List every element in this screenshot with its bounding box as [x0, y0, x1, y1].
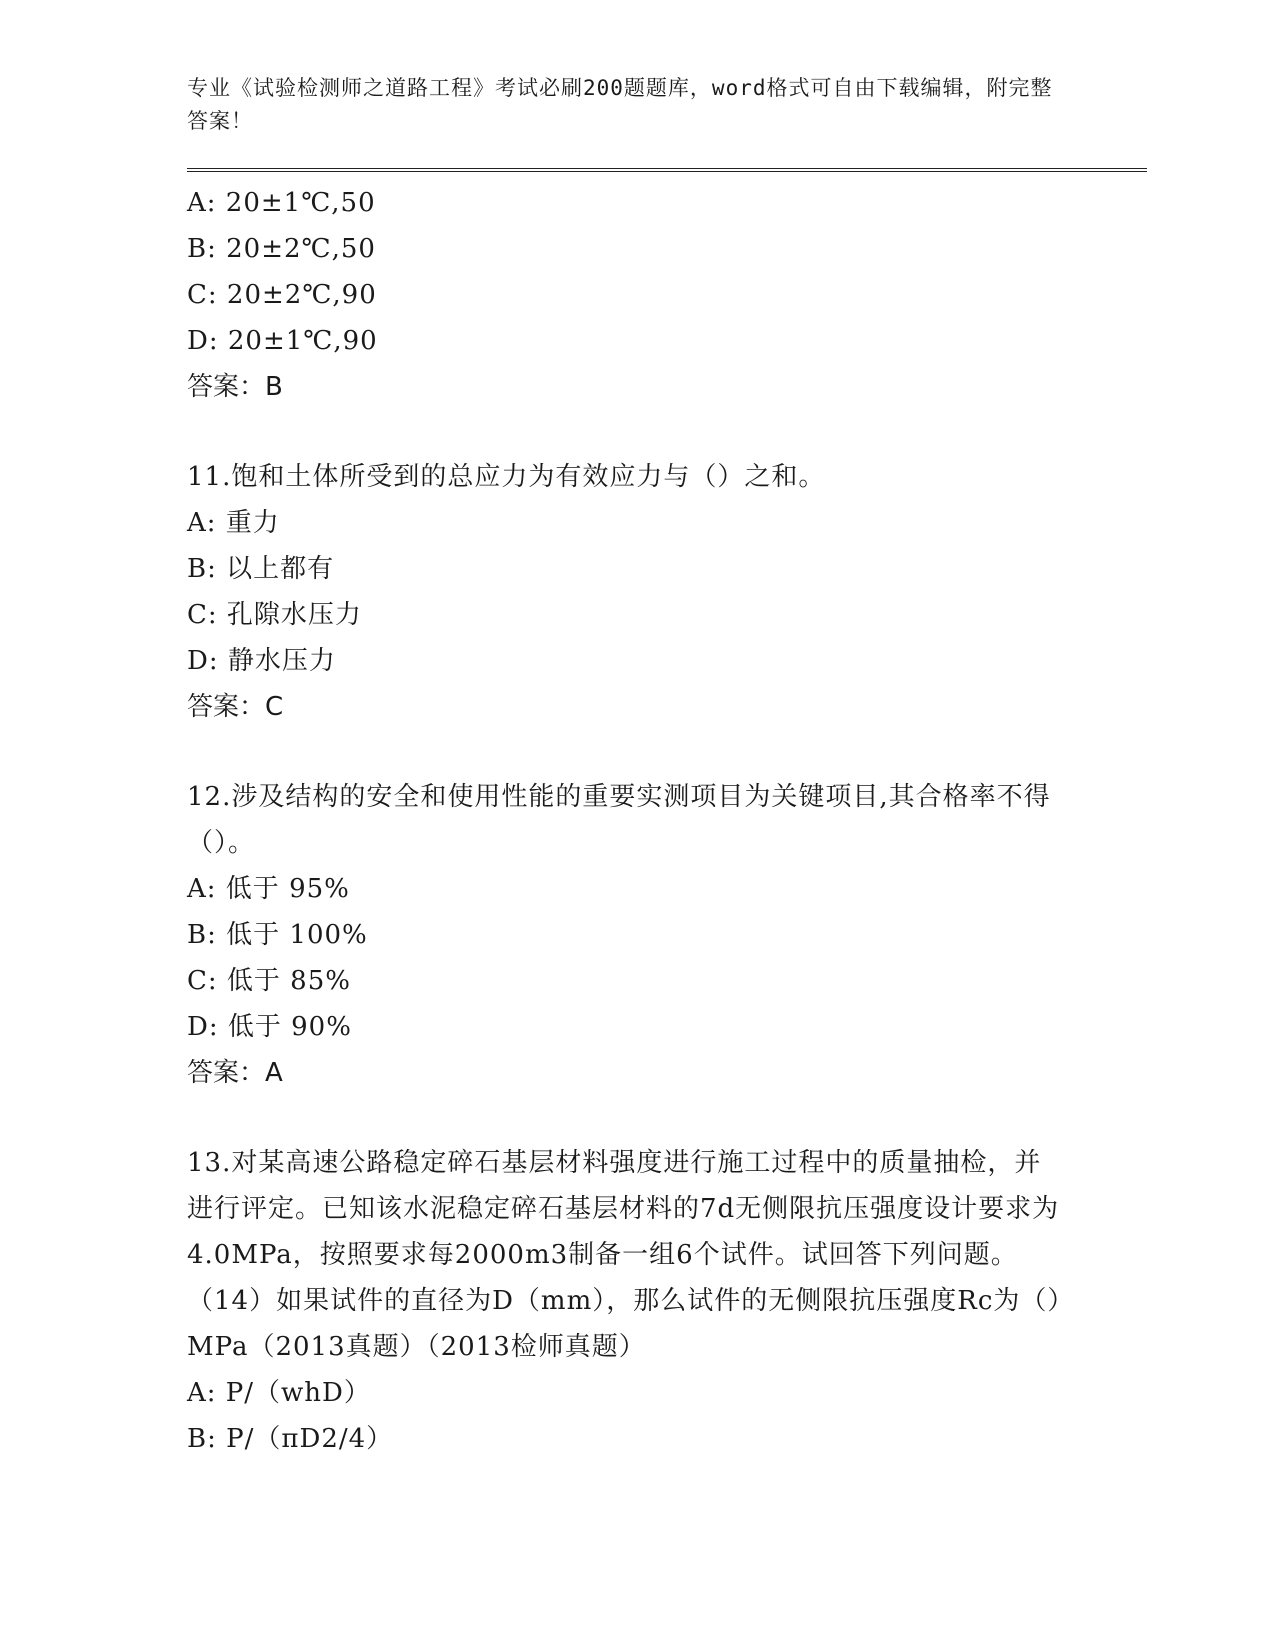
- q13-option-b: B: P/（πD2/4）: [187, 1424, 394, 1454]
- q12-option-d: D: 低于 90%: [187, 1012, 352, 1042]
- q12-option-c: C: 低于 85%: [187, 966, 351, 996]
- q11-option-c: C: 孔隙水压力: [187, 600, 362, 630]
- q12-option-a: A: 低于 95%: [187, 874, 350, 904]
- q11-stem: 11.饱和土体所受到的总应力为有效应力与（）之和。: [187, 462, 826, 492]
- header-divider: [187, 168, 1147, 172]
- q10-option-c: C: 20±2℃,90: [187, 280, 377, 310]
- q10-answer: 答案：B: [187, 372, 283, 402]
- q11-option-a: A: 重力: [187, 508, 280, 538]
- document-header-title: 专业《试验检测师之道路工程》考试必刷200题题库，word格式可自由下载编辑，附完整答案！: [187, 76, 1053, 133]
- document-page: [187, 72, 1147, 1462]
- q10-option-b: B: 20±2℃,50: [187, 234, 376, 264]
- q11-answer: 答案：C: [187, 692, 284, 722]
- q12-stem: 12.涉及结构的安全和使用性能的重要实测项目为关键项目,其合格率不得（）。: [187, 782, 1051, 858]
- question-13-block: [187, 1140, 1147, 1462]
- q10-option-d: D: 20±1℃,90: [187, 326, 378, 356]
- question-12-block: [187, 774, 1147, 1096]
- question-10-block: [187, 180, 1147, 410]
- q12-option-b: B: 低于 100%: [187, 920, 368, 950]
- q12-answer: 答案：A: [187, 1058, 283, 1088]
- q11-option-d: D: 静水压力: [187, 646, 336, 676]
- q13-stem: 13.对某高速公路稳定碎石基层材料强度进行施工过程中的质量抽检，并进行评定。已知该水泥稳定碎石基层材料的7d无侧限抗压强度设计要求为4.0MPa，按照要求每2000m3制备一组6个试件。试回答下列问题。（14）如果试件的直径为D（mm），那么试件的无侧限抗压强度Rc为（）MPa（2013真题）（2013检师真题）: [187, 1148, 1062, 1362]
- q13-option-a: A: P/（whD）: [187, 1378, 371, 1408]
- question-11-block: [187, 454, 1147, 730]
- q10-option-a: A: 20±1℃,50: [187, 188, 376, 218]
- q11-option-b: B: 以上都有: [187, 554, 335, 584]
